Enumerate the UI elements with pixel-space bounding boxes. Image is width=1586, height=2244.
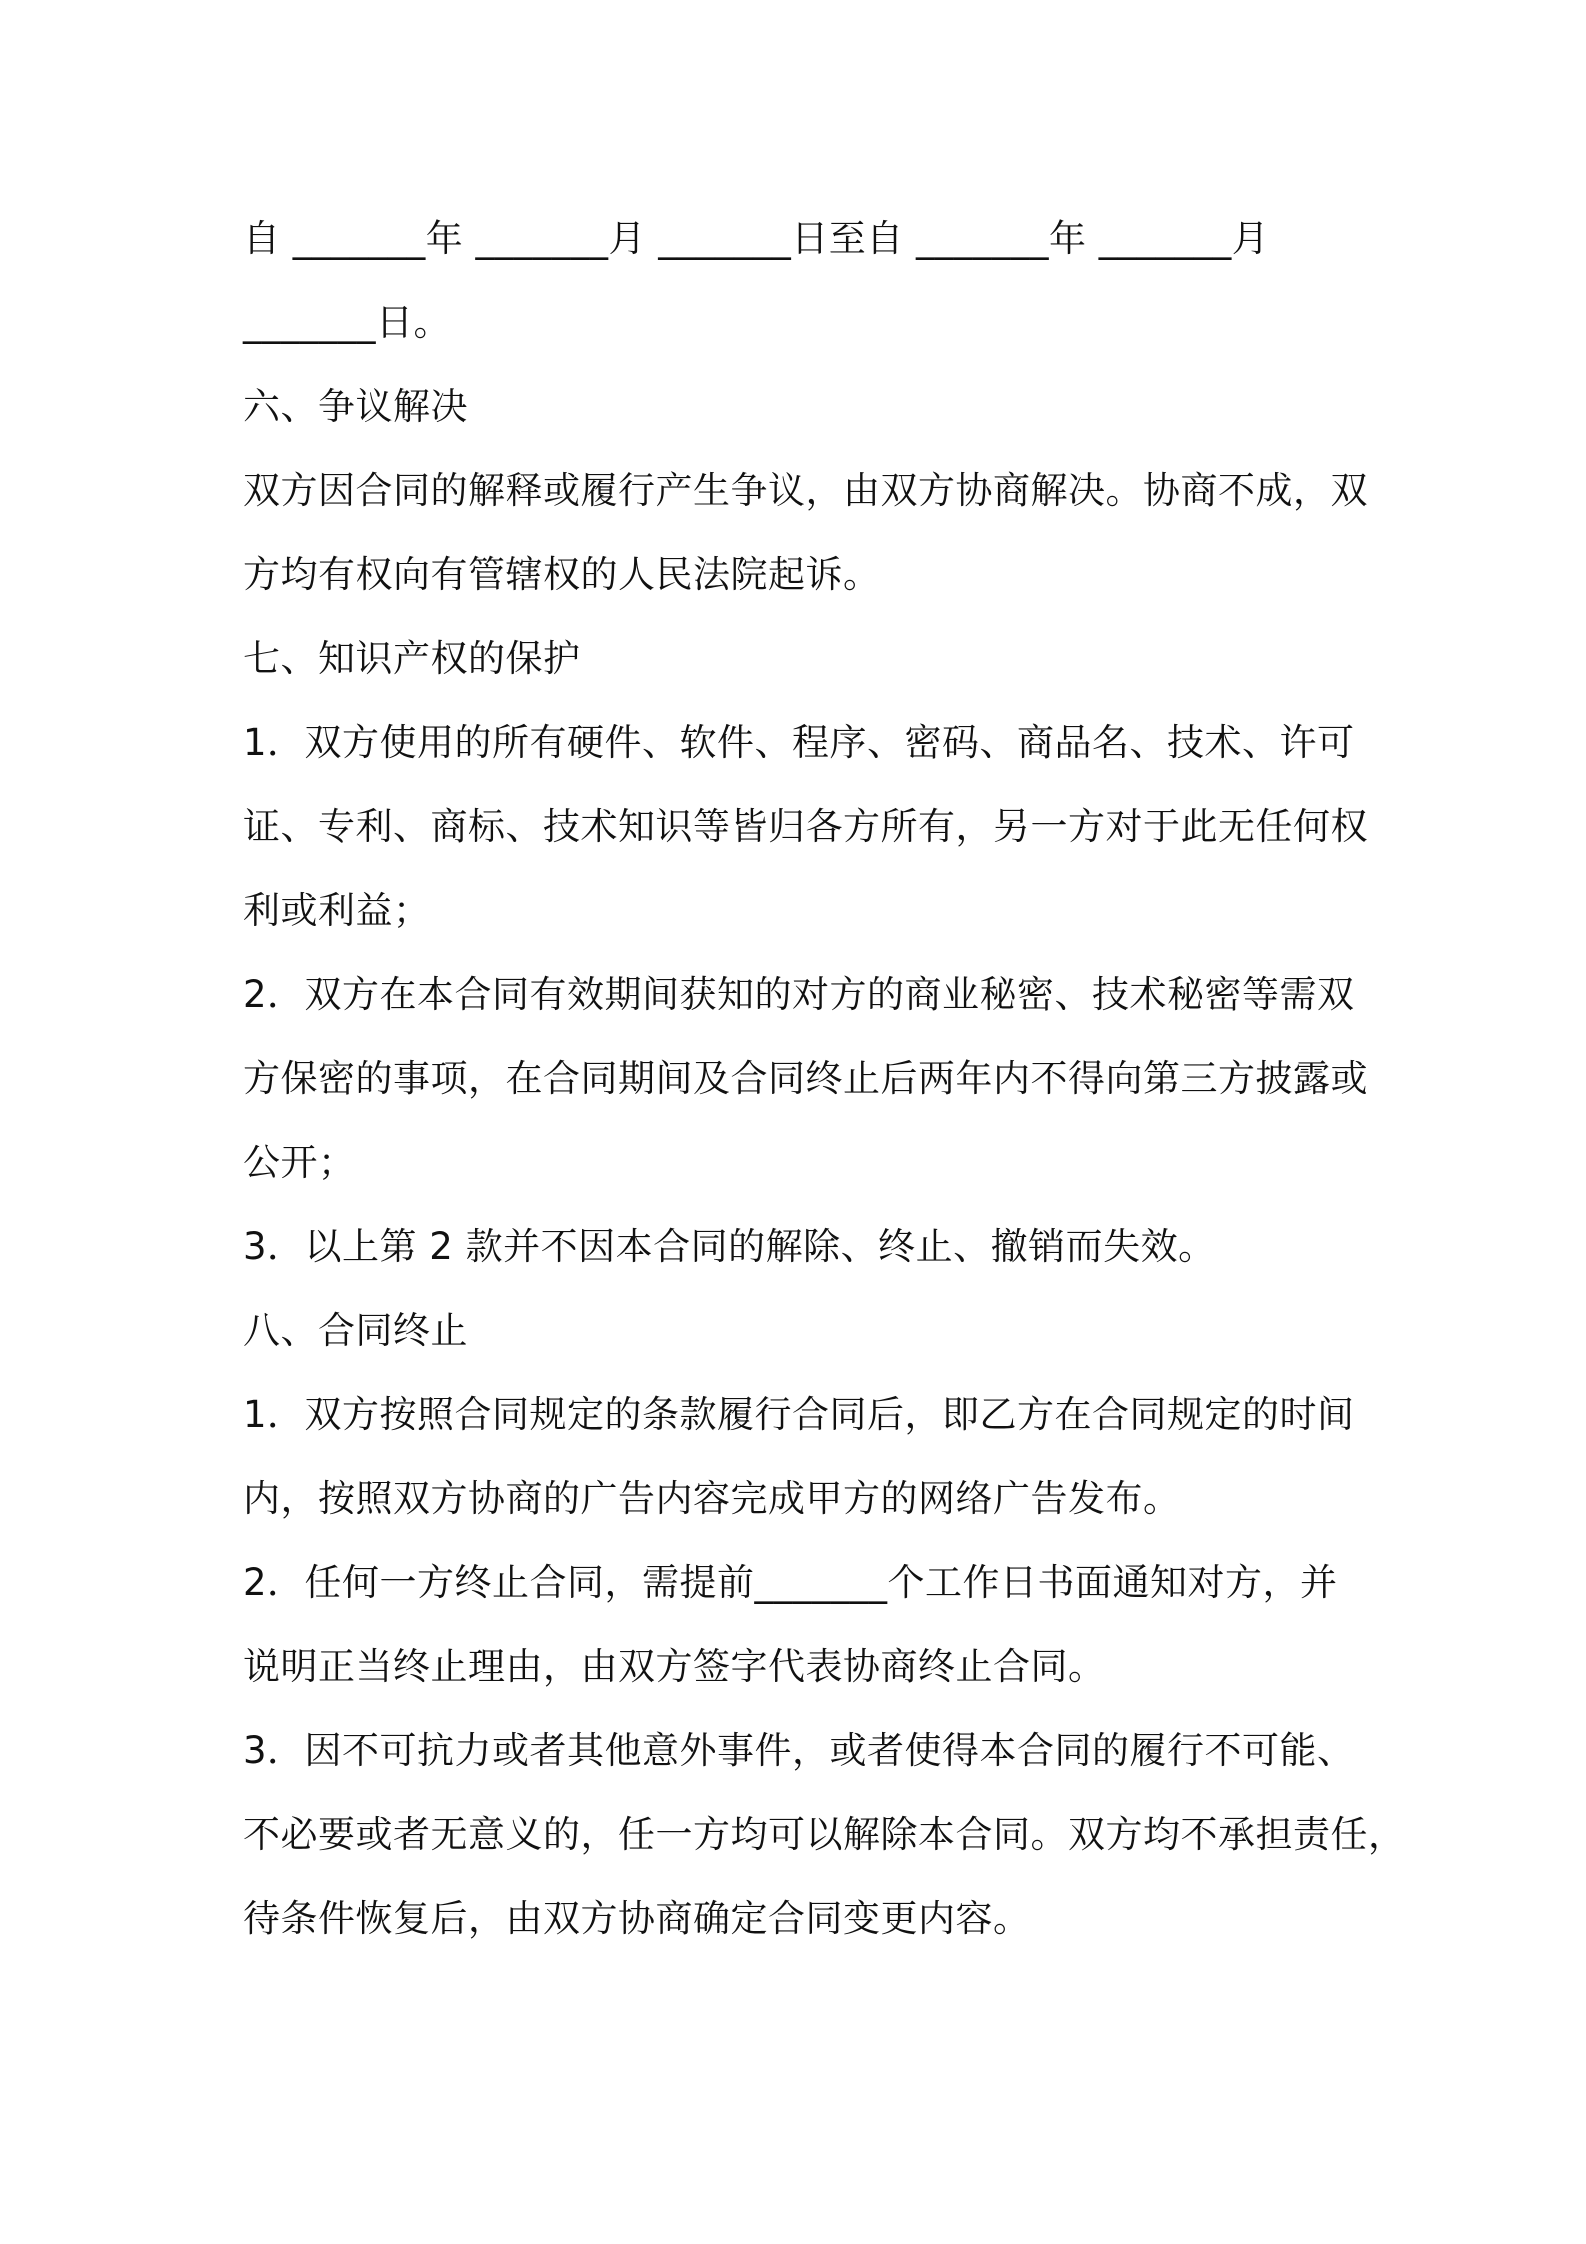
section-heading: 八、合同终止 [243,1309,468,1352]
text-line: 1．双方使用的所有硬件、软件、程序、密码、商品名、技术、许可 [243,721,1355,764]
text-line: 3．因不可抗力或者其他意外事件，或者使得本合同的履行不可能、 [243,1729,1355,1772]
text-line: 自 _______年 _______月 _______日至自 _______年 _______月 [243,217,1270,260]
text-line: 双方因合同的解释或履行产生争议，由双方协商解决。协商不成，双 [243,469,1368,512]
section-heading: 六、争议解决 [243,385,468,428]
text-line: 1．双方按照合同规定的条款履行合同后，即乙方在合同规定的时间 [243,1393,1355,1436]
text-line: 公开； [243,1141,356,1184]
text-line: 3．以上第 2 款并不因本合同的解除、终止、撤销而失效。 [243,1225,1216,1268]
text-line: 2．双方在本合同有效期间获知的对方的商业秘密、技术秘密等需双 [243,973,1355,1016]
text-line: 2．任何一方终止合同，需提前_______个工作日书面通知对方，并 [243,1561,1338,1604]
text-line: 说明正当终止理由，由双方签字代表协商终止合同。 [243,1645,1106,1688]
text-line: _______日。 [243,301,451,344]
text-line: 不必要或者无意义的，任一方均可以解除本合同。双方均不承担责任， [243,1813,1406,1856]
text-line: 内，按照双方协商的广告内容完成甲方的网络广告发布。 [243,1477,1181,1520]
text-line: 待条件恢复后，由双方协商确定合同变更内容。 [243,1897,1031,1940]
text-line: 方均有权向有管辖权的人民法院起诉。 [243,553,881,596]
section-heading: 七、知识产权的保护 [243,637,581,680]
text-line: 利或利益； [243,889,431,932]
text-line: 方保密的事项，在合同期间及合同终止后两年内不得向第三方披露或 [243,1057,1368,1100]
contract-text [243,197,1406,1961]
text-line: 证、专利、商标、技术知识等皆归各方所有，另一方对于此无任何权 [243,805,1368,848]
